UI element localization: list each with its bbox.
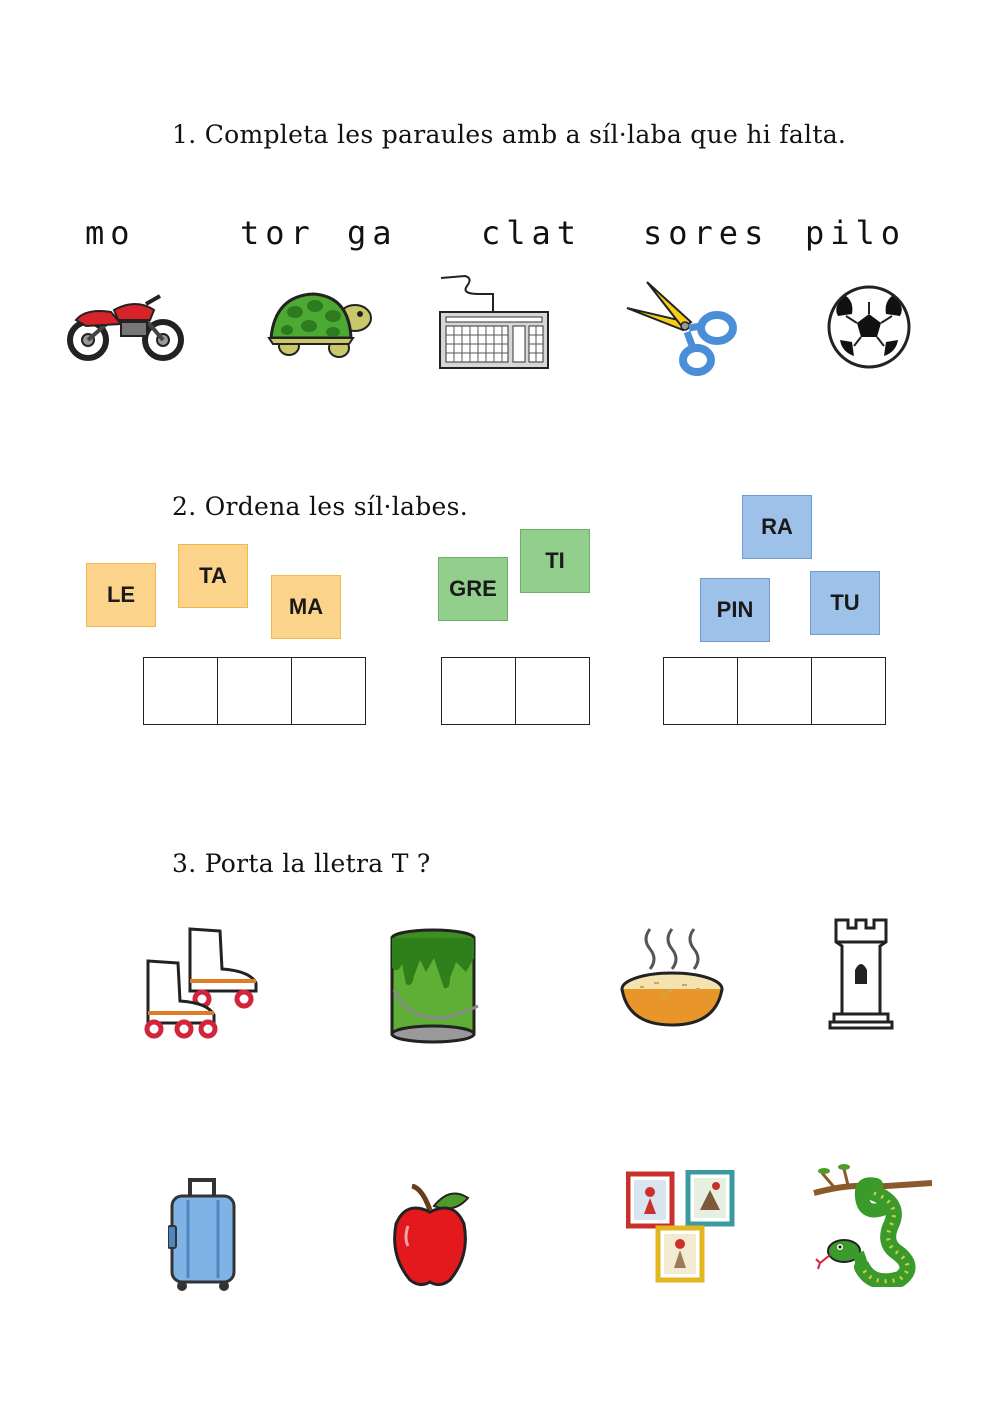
syllable-card-tu[interactable]: TU — [810, 571, 880, 635]
syllable-clat: clat — [481, 214, 583, 252]
syllable-pilo: pilo — [805, 214, 907, 252]
syllable-card-ma[interactable]: MA — [271, 575, 341, 639]
answer-boxes-group1 — [143, 657, 366, 725]
answer-box[interactable] — [516, 658, 589, 724]
soccer-ball-icon — [826, 284, 912, 370]
section3-heading: 3. Porta la lletra T ? — [172, 849, 431, 878]
syllable-card-gre[interactable]: GRE — [438, 557, 508, 621]
apple-icon[interactable] — [390, 1184, 470, 1290]
turtle-icon — [265, 288, 373, 362]
answer-box[interactable] — [664, 658, 738, 724]
syllable-card-ta[interactable]: TA — [178, 544, 248, 608]
section1-heading: 1. Completa les paraules amb a síl·laba que hi falta. — [172, 120, 847, 149]
keyboard-icon — [437, 272, 551, 370]
answer-box[interactable] — [144, 658, 218, 724]
syllable-card-le[interactable]: LE — [86, 563, 156, 627]
syllable-tor: tor — [240, 214, 316, 252]
answer-box[interactable] — [738, 658, 812, 724]
tower-icon[interactable] — [826, 918, 896, 1030]
syllable-ga: ga — [347, 214, 398, 252]
syllable-card-ra[interactable]: RA — [742, 495, 812, 559]
motorcycle-icon — [66, 290, 186, 362]
snake-icon[interactable] — [812, 1163, 932, 1287]
paint-bucket-icon[interactable] — [386, 928, 482, 1044]
answer-box[interactable] — [442, 658, 516, 724]
section2-heading: 2. Ordena les síl·labes. — [172, 492, 469, 521]
syllable-sores: sores — [643, 214, 770, 252]
roller-skates-icon[interactable] — [140, 925, 266, 1039]
scissors-icon — [623, 278, 741, 378]
answer-boxes-group3 — [663, 657, 886, 725]
syllable-mo: mo — [85, 214, 136, 252]
answer-box[interactable] — [218, 658, 292, 724]
soup-bowl-icon[interactable] — [618, 925, 726, 1029]
syllable-card-pin[interactable]: PIN — [700, 578, 770, 642]
story-cards-icon[interactable] — [626, 1170, 736, 1284]
answer-box[interactable] — [812, 658, 885, 724]
answer-boxes-group2 — [441, 657, 590, 725]
syllable-card-ti[interactable]: TI — [520, 529, 590, 593]
suitcase-icon[interactable] — [168, 1176, 240, 1294]
answer-box[interactable] — [292, 658, 365, 724]
